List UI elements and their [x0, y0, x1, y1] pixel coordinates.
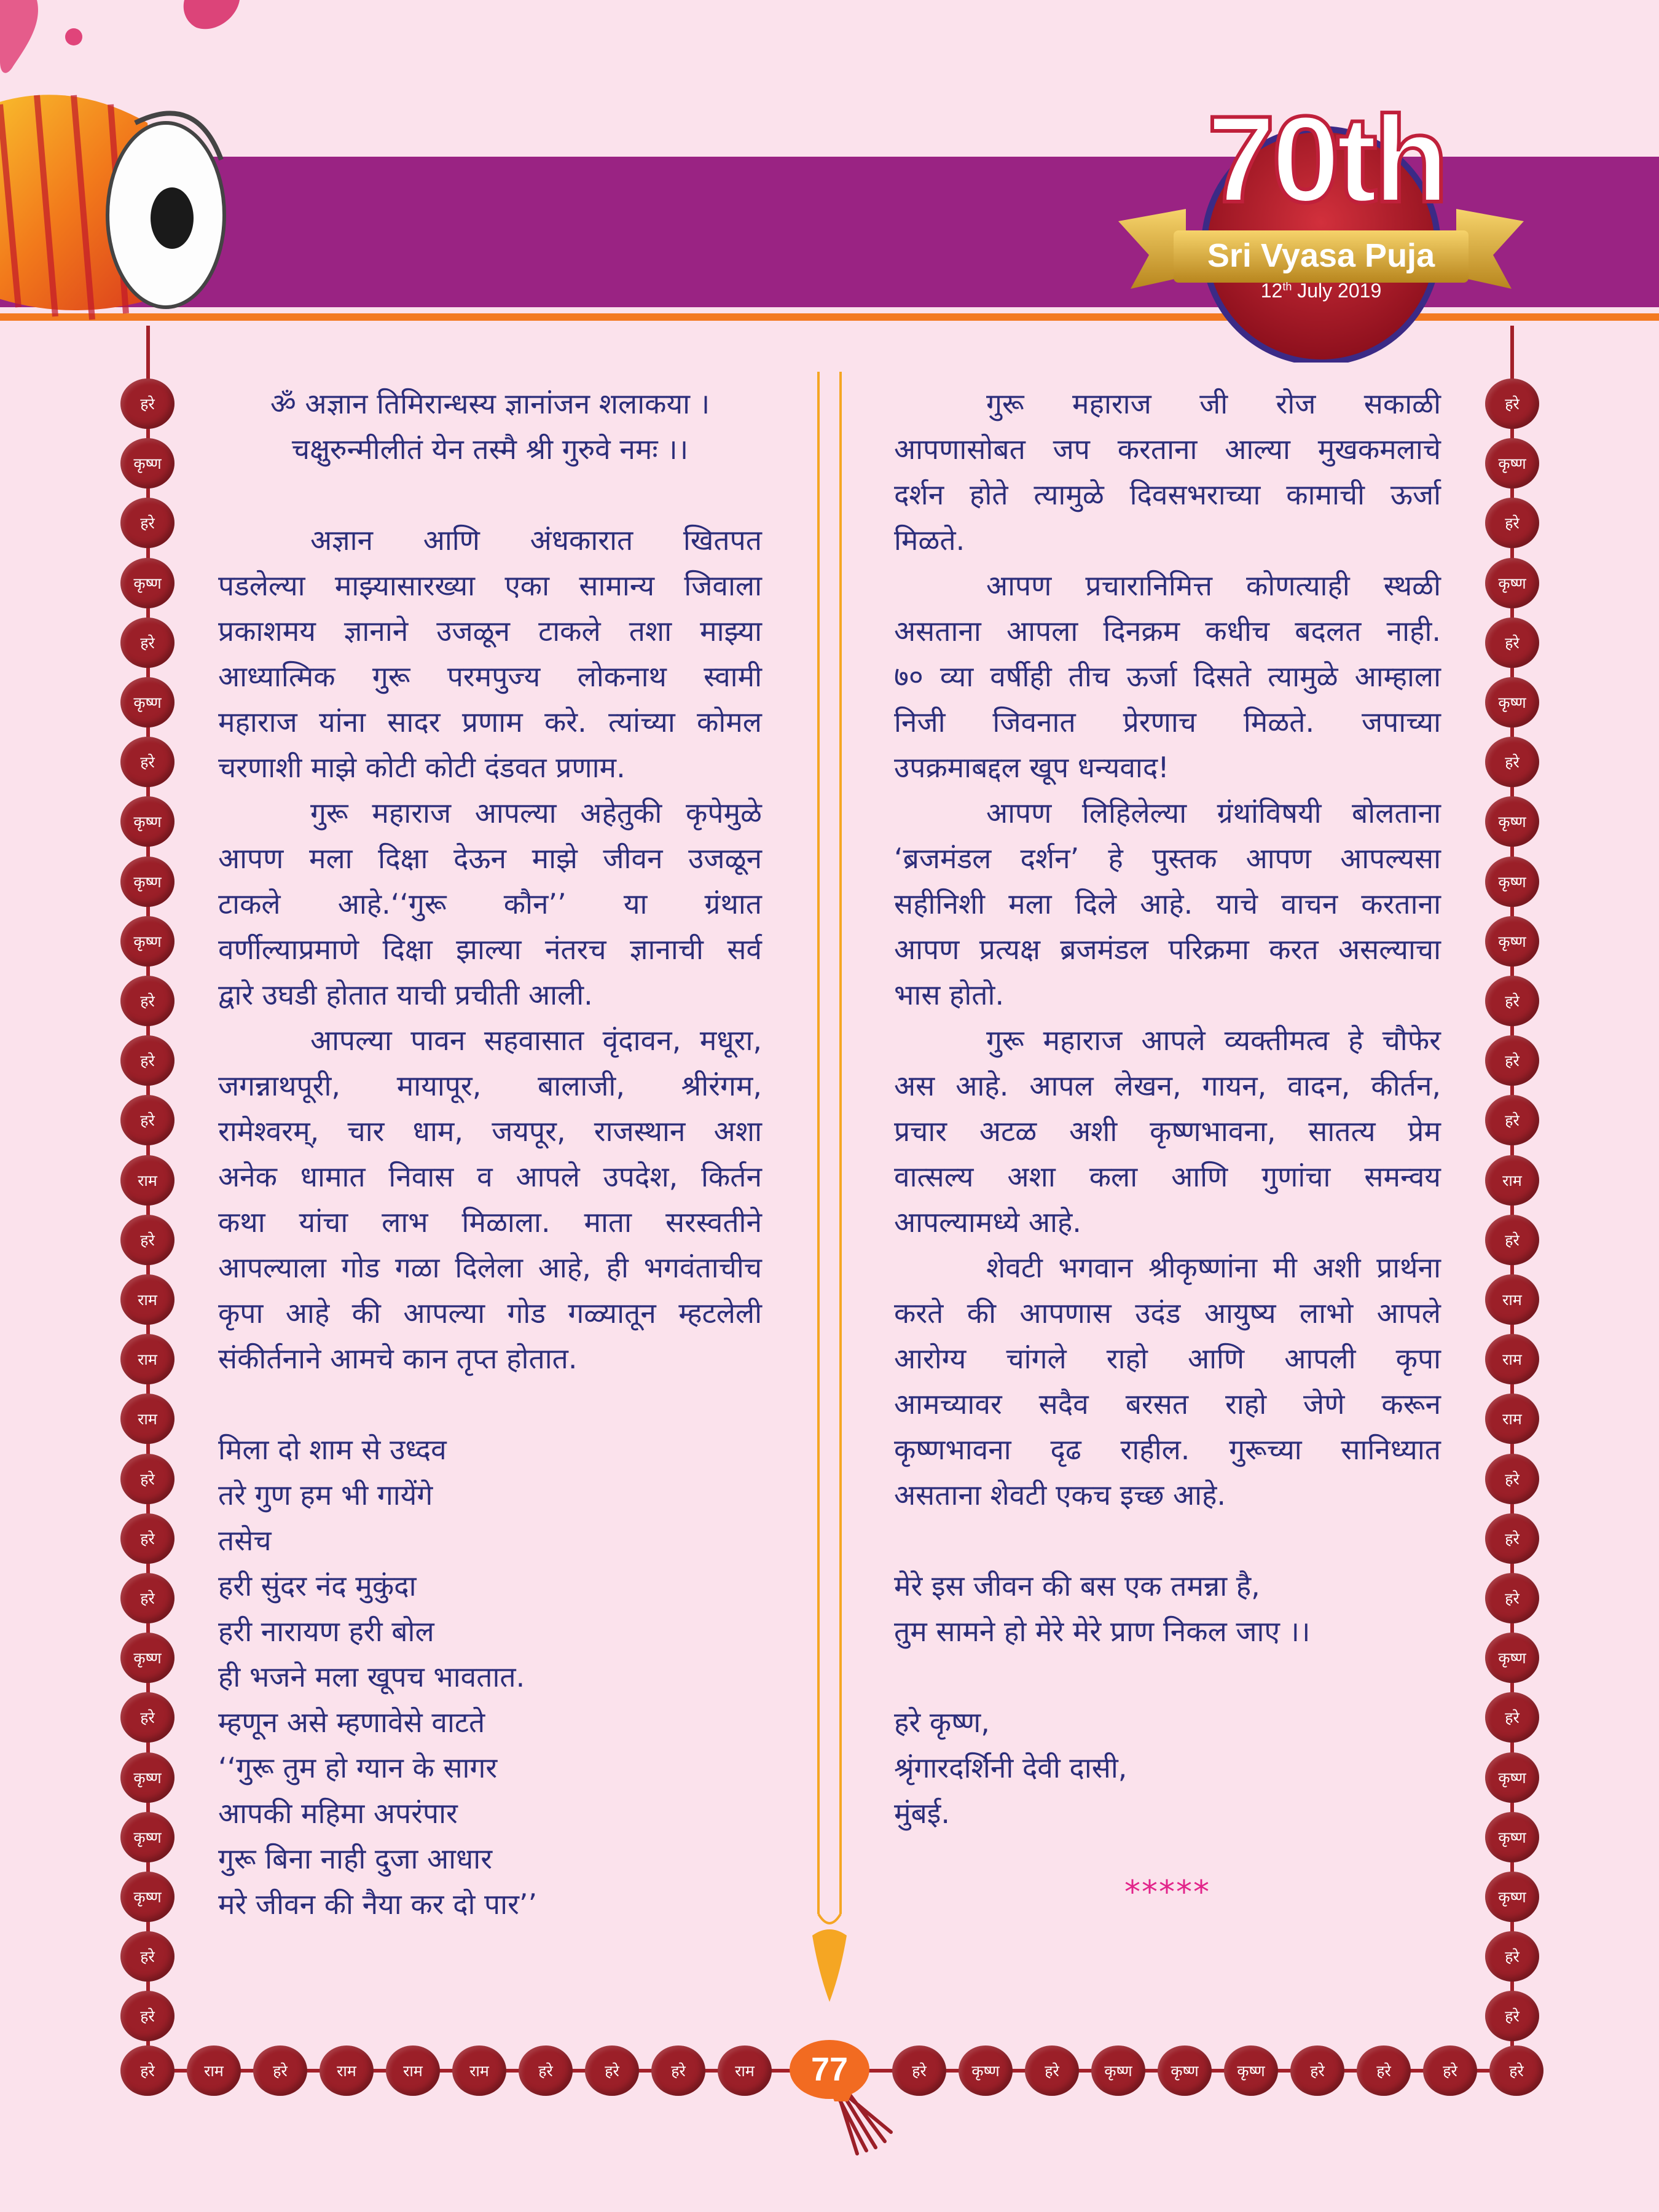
mantra-bead: हरे	[1485, 1095, 1539, 1145]
right-paragraph-3	[894, 790, 1441, 1018]
paragraph-line: निजी जिवनात प्रेरणाच मिळते. जपाच्या	[894, 705, 1441, 739]
paragraph-line: आपण प्रत्यक्ष ब्रजमंडल परिक्रमा करत असल्याचा	[894, 933, 1441, 966]
paragraph-line: कृपा आहे की आपल्या गोड गळ्यातून म्हटलेली	[218, 1296, 762, 1330]
mantra-bead: हरे	[120, 1513, 175, 1564]
closing-couplet	[894, 1563, 1441, 1654]
paragraph-line: गुरू महाराज आपले व्यक्तीमत्व हे चौफेर	[986, 1024, 1441, 1057]
paragraph-line: सहीनिशी मला दिले आहे. याचे वाचन करताना	[894, 887, 1441, 920]
mantra-bead: राम	[452, 2045, 506, 2096]
mantra-bead: हरे	[1485, 1035, 1539, 1086]
paragraph-line: अनेक धामात निवास व आपले उपदेश, किर्तन	[218, 1160, 762, 1193]
mantra-bead: कृष्ण	[1485, 1633, 1539, 1683]
mantra-bead: हरे	[1485, 1215, 1539, 1265]
paragraph-line: संकीर्तनाने आमचे कान तृप्त होतात.	[218, 1342, 578, 1375]
text-line: आपकी महिमा अपरंपार	[218, 1797, 458, 1830]
paragraph-line: महाराज यांना सादर प्रणाम करे. त्यांच्या कोमल	[218, 705, 762, 739]
text-line: तुम सामने हो मेरे मेरे प्राण निकल जाए ।।	[894, 1615, 1311, 1648]
text-line: मेरे इस जीवन की बस एक तमन्ना है,	[894, 1569, 1260, 1602]
mantra-bead: हरे	[120, 1454, 175, 1504]
paragraph-line: कृष्णभावना दृढ राहील. गुरूच्या सानिध्यात	[894, 1433, 1441, 1466]
mantra-bead: कृष्ण	[120, 916, 175, 967]
mantra-bead: हरे	[1357, 2045, 1411, 2096]
mantra-bead: कृष्ण	[120, 1872, 175, 1922]
tassel-drop-icon	[810, 1929, 849, 2003]
paragraph-line: असताना आपला दिनक्रम कधीच बदलत नाही.	[894, 614, 1441, 648]
text-line: मुंबई.	[894, 1797, 950, 1830]
mantra-bead: हरे	[120, 976, 175, 1026]
mantra-bead: हरे	[1485, 1573, 1539, 1623]
mantra-bead: हरे	[1485, 1692, 1539, 1743]
mantra-bead: हरे	[120, 1215, 175, 1265]
closing-stars: *****	[1124, 1874, 1210, 1911]
badge-anniversary-number: 70th	[1207, 91, 1445, 228]
mantra-bead: हरे	[1485, 1991, 1539, 2041]
mantra-bead: हरे	[120, 1573, 175, 1623]
paragraph-line: आपल्याला गोड गळा दिलेला आहे, ही भगवंताचीच	[218, 1251, 762, 1284]
right-column	[894, 381, 1441, 1836]
mantra-bead: कृष्ण	[1485, 916, 1539, 967]
center-rope-divider	[811, 372, 848, 1932]
mantra-bead: हरे	[1485, 498, 1539, 548]
page-number: 77	[790, 2040, 869, 2099]
mantra-bead: कृष्ण	[1158, 2045, 1212, 2096]
right-paragraph-5	[894, 1245, 1441, 1518]
paragraph-line: ७० व्या वर्षीही तीच ऊर्जा दिसते त्यामुळे आम्हाला	[894, 660, 1441, 693]
paragraph-line: चरणाशी माझे कोटी कोटी दंडवत प्रणाम.	[218, 751, 626, 784]
mantra-bead: कृष्ण	[120, 1633, 175, 1683]
mantra-bead: हरे	[120, 2045, 175, 2096]
paragraph-line: उपक्रमाबद्दल खूप धन्यवाद!	[894, 751, 1169, 784]
mantra-bead: हरे	[519, 2045, 573, 2096]
mantra-bead: कृष्ण	[120, 1812, 175, 1862]
paragraph-line: अस आहे. आपल लेखन, गायन, वादन, कीर्तन,	[894, 1069, 1441, 1102]
paragraph-line: भास होतो.	[894, 978, 1005, 1011]
mantra-bead: हरे	[120, 1931, 175, 1982]
mantra-bead: राम	[320, 2045, 374, 2096]
paragraph-line: आध्यात्मिक गुरू परमपुज्य लोकनाथ स्वामी	[218, 660, 762, 693]
paragraph-line: रामेश्वरम्, चार धाम, जयपूर, राजस्थान अशा	[218, 1115, 762, 1148]
mantra-bead: हरे	[120, 498, 175, 548]
signature-block	[894, 1700, 1441, 1836]
text-line: मिला दो शाम से उध्दव	[218, 1433, 447, 1466]
tassel-fringe-icon	[830, 2089, 897, 2157]
mantra-bead: हरे	[1485, 618, 1539, 668]
mantra-bead: कृष्ण	[120, 796, 175, 847]
mantra-bead: हरे	[1485, 378, 1539, 429]
mantra-bead: हरे	[892, 2045, 946, 2096]
paragraph-line: आमच्यावर सदैव बरसत राहो जेणे करून	[894, 1387, 1441, 1421]
text-line: मरे जीवन की नैया कर दो पार’’	[218, 1888, 538, 1921]
paragraph-line: ‘ब्रजमंडल दर्शन’ हे पुस्तक आपण आपल्यसा	[894, 842, 1441, 875]
mantra-bead: कृष्ण	[1485, 857, 1539, 907]
mantra-bead: राम	[718, 2045, 772, 2096]
text-line: हरी सुंदर नंद मुकुंदा	[218, 1569, 417, 1602]
mantra-bead: हरे	[1025, 2045, 1079, 2096]
mantra-bead: हरे	[1485, 1454, 1539, 1504]
paragraph-line: आपणासोबत जप करताना आल्या मुखकमलाचे	[894, 433, 1441, 466]
left-paragraph-2	[218, 790, 762, 1018]
paragraph-line: आपण लिहिलेल्या ग्रंथांविषयी बोलताना	[986, 796, 1441, 830]
mantra-bead: राम	[1485, 1394, 1539, 1444]
mantra-bead: हरे	[651, 2045, 705, 2096]
paragraph-line: वात्सल्य अशा कला आणि गुणांचा समन्वय	[894, 1160, 1441, 1193]
mantra-bead: हरे	[120, 1991, 175, 2041]
left-paragraph-3	[218, 1018, 762, 1381]
mantra-bead: कृष्ण	[1485, 677, 1539, 728]
mantra-bead: हरे	[1489, 2045, 1543, 2096]
mantra-bead: राम	[386, 2045, 440, 2096]
paragraph-line: आपण प्रचारानिमित्त कोणत्याही स्थळी	[986, 569, 1441, 602]
mantra-bead: कृष्ण	[1485, 1752, 1539, 1803]
mantra-bead: हरे	[1485, 1513, 1539, 1564]
text-line: ‘‘गुरू तुम हो ग्यान के सागर	[218, 1751, 498, 1784]
mantra-bead: हरे	[1485, 737, 1539, 787]
paragraph-line: कथा यांचा लाभ मिळाला. माता सरस्वतीने	[218, 1206, 762, 1239]
paragraph-line: वर्णील्याप्रमाणे दिक्षा झाल्या नंतरच ज्ञानाची सर्व	[218, 933, 762, 966]
paragraph-line: करते की आपणास उदंड आयुष्य लाभो आपले	[894, 1296, 1441, 1330]
mantra-bead: राम	[120, 1274, 175, 1325]
mantra-bead: हरे	[253, 2045, 307, 2096]
mantra-bead: कृष्ण	[120, 1752, 175, 1803]
mantra-bead: राम	[187, 2045, 241, 2096]
shloka-line-2: चक्षुरुन्मीलीतं येन तस्मै श्री गुरुवे नमः ।।	[291, 433, 689, 466]
mantra-bead: हरे	[1290, 2045, 1344, 2096]
mantra-bead: हरे	[1485, 1931, 1539, 1982]
paragraph-line: जगन्नाथपूरी, मायापूर, बालाजी, श्रीरंगम,	[218, 1069, 762, 1102]
paragraph-line: द्वारे उघडी होतात याची प्रचीती आली.	[218, 978, 593, 1011]
mantra-bead: कृष्ण	[959, 2045, 1013, 2096]
right-paragraph-4	[894, 1018, 1441, 1245]
mantra-bead: कृष्ण	[1224, 2045, 1278, 2096]
mantra-bead: हरे	[120, 1692, 175, 1743]
mantra-bead: हरे	[120, 737, 175, 787]
mantra-bead: राम	[120, 1394, 175, 1444]
mantra-bead: राम	[120, 1155, 175, 1206]
mantra-bead: कृष्ण	[120, 857, 175, 907]
mantra-bead: हरे	[1423, 2045, 1477, 2096]
mantra-bead: कृष्ण	[1485, 1812, 1539, 1862]
mantra-bead: कृष्ण	[1485, 1872, 1539, 1922]
paragraph-line: आपण मला दिक्षा देऊन माझे जीवन उजळून	[218, 842, 762, 875]
paragraph-line: आपल्या पावन सहवासात वृंदावन, मधूरा,	[310, 1024, 762, 1057]
badge-title: Sri Vyasa Puja	[1207, 237, 1435, 274]
left-paragraph-1	[218, 517, 762, 790]
right-paragraph-1	[894, 381, 1441, 563]
mridanga-drum-icon	[0, 37, 258, 332]
paragraph-line: आरोग्य चांगले राहो आणि आपली कृपा	[894, 1342, 1441, 1375]
paragraph-line: असताना शेवटी एकच इच्छ आहे.	[894, 1478, 1226, 1512]
text-line: म्हणून असे म्हणावेसे वाटते	[218, 1706, 485, 1739]
mantra-bead: राम	[1485, 1274, 1539, 1325]
text-line: हरे कृष्ण,	[894, 1706, 990, 1739]
bhajan-poem	[218, 1427, 762, 1927]
text-line: गुरू बिना नाही दुजा आधार	[218, 1842, 493, 1875]
text-line: तसेच	[218, 1524, 272, 1557]
paragraph-line: शेवटी भगवान श्रीकृष्णांना मी अशी प्रार्थना	[986, 1251, 1441, 1284]
text-line: तरे गुण हम भी गायेंगे	[218, 1478, 433, 1512]
text-line: श्रृंगारदर्शिनी देवी दासी,	[894, 1751, 1128, 1784]
mantra-bead: कृष्ण	[1091, 2045, 1145, 2096]
right-paragraph-2	[894, 563, 1441, 790]
paragraph-line: अज्ञान आणि अंधकारात खितपत	[310, 524, 762, 557]
paragraph-line: गुरू महाराज आपल्या अहेतुकी कृपेमुळे	[310, 796, 762, 830]
mantra-bead: कृष्ण	[1485, 796, 1539, 847]
mantra-bead: हरे	[120, 1035, 175, 1086]
paragraph-line: प्रकाशमय ज्ञानाने उजळून टाकले तशा माझ्या	[218, 614, 762, 648]
mantra-bead: हरे	[120, 618, 175, 668]
mantra-bead: राम	[1485, 1334, 1539, 1384]
paragraph-line: पडलेल्या माझ्यासारख्या एका सामान्य जिवाला	[218, 569, 762, 602]
mantra-bead: कृष्ण	[1485, 558, 1539, 608]
mantra-bead: कृष्ण	[120, 438, 175, 488]
text-line: ही भजने मला खूपच भावतात.	[218, 1660, 525, 1693]
paragraph-line: गुरू महाराज जी रोज सकाळी	[986, 387, 1441, 420]
mantra-bead: कृष्ण	[120, 558, 175, 608]
mantra-bead: हरे	[120, 1095, 175, 1145]
mantra-bead: राम	[120, 1334, 175, 1384]
mantra-bead: कृष्ण	[120, 677, 175, 728]
mantra-bead: कृष्ण	[1485, 438, 1539, 488]
mantra-bead: हरे	[585, 2045, 639, 2096]
paragraph-line: मिळते.	[894, 524, 965, 557]
paragraph-line: टाकले आहे.‘‘गुरू कौन’’ या ग्रंथात	[218, 887, 762, 920]
left-column	[218, 381, 762, 1927]
paragraph-line: दर्शन होते त्यामुळे दिवसभराच्या कामाची ऊर्जा	[894, 478, 1441, 511]
mantra-bead: हरे	[120, 378, 175, 429]
paragraph-line: आपल्यामध्ये आहे.	[894, 1206, 1081, 1239]
mantra-bead: राम	[1485, 1155, 1539, 1206]
mantra-bead: हरे	[1485, 976, 1539, 1026]
badge-date: 12th July 2019	[1260, 280, 1382, 302]
text-line: हरी नारायण हरी बोल	[218, 1615, 434, 1648]
shloka-line-1: ॐ अज्ञान तिमिरान्धस्य ज्ञानांजन शलाकया ।	[270, 387, 710, 420]
paragraph-line: प्रचार अटळ अशी कृष्णभावना, सातत्य प्रेम	[894, 1115, 1441, 1148]
